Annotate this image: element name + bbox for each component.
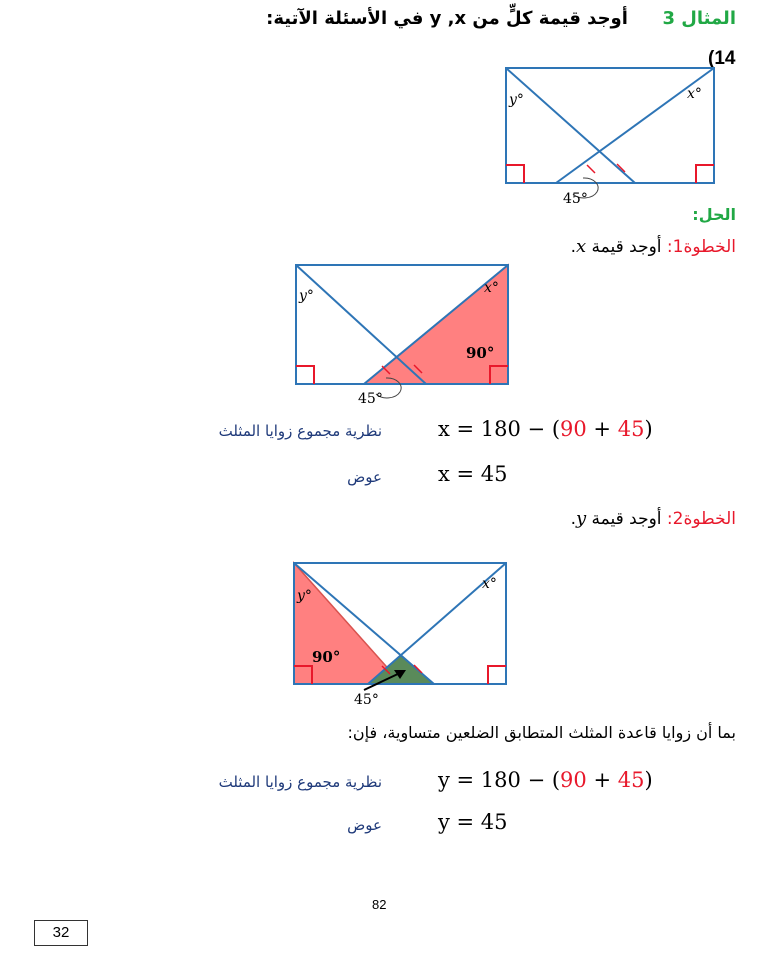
figure3-right-angle-right: [488, 666, 506, 684]
figure3-x-label: x°: [482, 576, 497, 592]
step1-var: x: [575, 236, 587, 257]
figure2-right-angle-left: [296, 366, 314, 384]
step1-figure: [286, 262, 516, 412]
step2-var: y: [575, 508, 587, 529]
step1-label: الخطوة1:: [666, 237, 736, 257]
figure1-right-angle-left: [506, 165, 524, 183]
step2-equation1: [438, 768, 653, 792]
figure1-y-label: y°: [509, 92, 524, 108]
step1-equation2: x = 45: [438, 462, 508, 486]
step1-heading: الخطوة1: أوجد قيمة x.: [570, 236, 736, 257]
step2-equation2: y = 45: [438, 810, 508, 834]
step2-label: الخطوة2:: [666, 509, 736, 529]
step1-eq1-b: 45: [617, 417, 645, 441]
step2-eq1-plus: +: [586, 768, 618, 792]
question-figure: [495, 62, 725, 212]
step2-figure: [284, 560, 514, 710]
figure3-90-label: 90°: [312, 648, 341, 666]
step1-reason2: عوض: [347, 468, 382, 486]
figure1-rectangle: [506, 68, 714, 183]
step2-reason2: عوض: [347, 816, 382, 834]
example-header: [266, 8, 736, 29]
step1-reason1: نظرية مجموع زوايا المثلث: [218, 422, 382, 440]
step2-eq1-a: 90: [560, 768, 587, 792]
step1-eq1-lhs: x = 180 − (: [438, 417, 561, 441]
step2-heading: الخطوة2: أوجد قيمة y.: [570, 508, 736, 529]
step1-text: أوجد قيمة: [591, 237, 662, 257]
example-label: المثال 3: [662, 8, 736, 29]
step2-text: أوجد قيمة: [591, 509, 662, 529]
step2-eq1-b: 45: [617, 768, 645, 792]
figure2-y-label: y°: [299, 288, 314, 304]
step2-note: بما أن زوايا قاعدة المثلث المتطابق الضلعين متساوية، فإن:: [347, 723, 736, 742]
step2-eq1-lhs: y = 180 − (: [438, 768, 561, 792]
figure2-diagonal-left: [296, 265, 426, 384]
figure1-45-label: 45°: [563, 191, 588, 207]
page-number: 82: [372, 897, 387, 912]
figure2-45-label: 45°: [358, 391, 383, 407]
question-number: (14: [708, 48, 736, 69]
solution-heading: الحل:: [692, 205, 736, 224]
example-question: أوجد قيمة كلٍّ من y ,x في الأسئلة الآتية:: [266, 8, 628, 29]
step1-eq1-plus: +: [586, 417, 618, 441]
figure2-90-label: 90°: [466, 344, 495, 362]
figure3-45-label: 45°: [354, 692, 379, 708]
step1-eq1-a: 90: [560, 417, 587, 441]
figure1-tick-1: [587, 165, 595, 173]
figure1-x-label: x°: [687, 86, 702, 102]
figure3-y-label: y°: [297, 588, 312, 604]
figure1-diagonal-left: [506, 68, 635, 183]
step1-eq1-rhs: ): [644, 417, 653, 441]
figure2-x-label: x°: [484, 280, 499, 296]
page-box-number: 32: [34, 920, 88, 946]
step1-equation1: [438, 417, 653, 441]
figure1-right-angle-right: [696, 165, 714, 183]
step2-reason1: نظرية مجموع زوايا المثلث: [218, 773, 382, 791]
step2-eq1-rhs: ): [644, 768, 653, 792]
